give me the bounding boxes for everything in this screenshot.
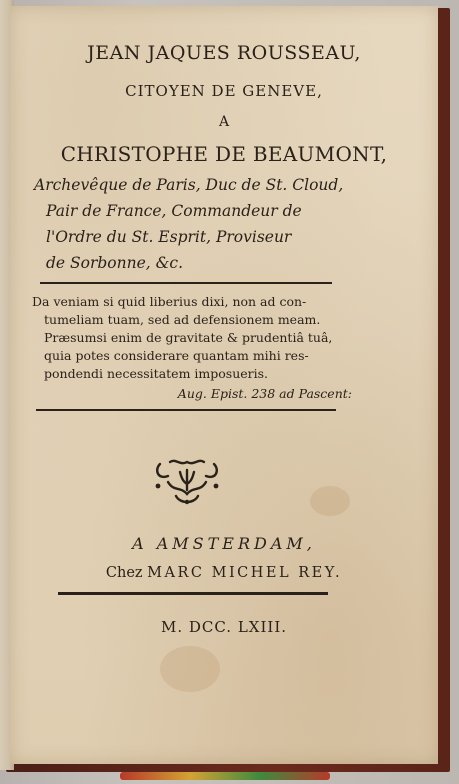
epigraph-line: Præsumsi enim de gravitate & prudentiâ tuâ,: [44, 330, 333, 345]
epigraph-line: quia potes considerare quantam mihi res-: [44, 348, 309, 363]
top-rule: [40, 282, 332, 284]
title-page: [10, 6, 438, 764]
imprint-rule: [58, 592, 328, 595]
epigraph-source: Aug. Epist. 238 ad Pascent:: [177, 386, 352, 401]
imprint-printer: MARC MICHEL REY.: [147, 565, 343, 581]
bottom-rule: [36, 409, 336, 411]
preposition-line: A: [218, 114, 230, 130]
bookmark-ribbon: [120, 772, 330, 780]
titles-line: de Sorbonne, &c.: [46, 254, 184, 272]
imprint-place: A AMSTERDAM,: [132, 534, 316, 553]
author-name: JEAN JAQUES ROUSSEAU,: [87, 42, 361, 64]
titles-line: Archevêque de Paris, Duc de St. Cloud,: [34, 176, 344, 194]
addressee-name: CHRISTOPHE DE BEAUMONT,: [60, 142, 388, 166]
imprint-printer-line: [10, 565, 438, 581]
citizenship-line: CITOYEN DE GENEVE,: [125, 82, 323, 100]
publication-date: M. DCC. LXIII.: [160, 618, 288, 636]
foxing-stain: [160, 646, 220, 692]
printer-ornament-icon: [150, 456, 224, 508]
titles-line: Pair de France, Commandeur de: [46, 202, 302, 220]
epigraph-line: tumeliam tuam, sed ad defensionem meam.: [44, 312, 321, 327]
epigraph-line: Da veniam si quid liberius dixi, non ad con-: [32, 294, 307, 309]
foxing-stain: [310, 486, 350, 516]
titles-line: l'Ordre du St. Esprit, Proviseur: [46, 228, 292, 246]
imprint-prefix: Chez: [105, 565, 143, 581]
epigraph-line: pondendi necessitatem imposueris.: [44, 366, 268, 381]
